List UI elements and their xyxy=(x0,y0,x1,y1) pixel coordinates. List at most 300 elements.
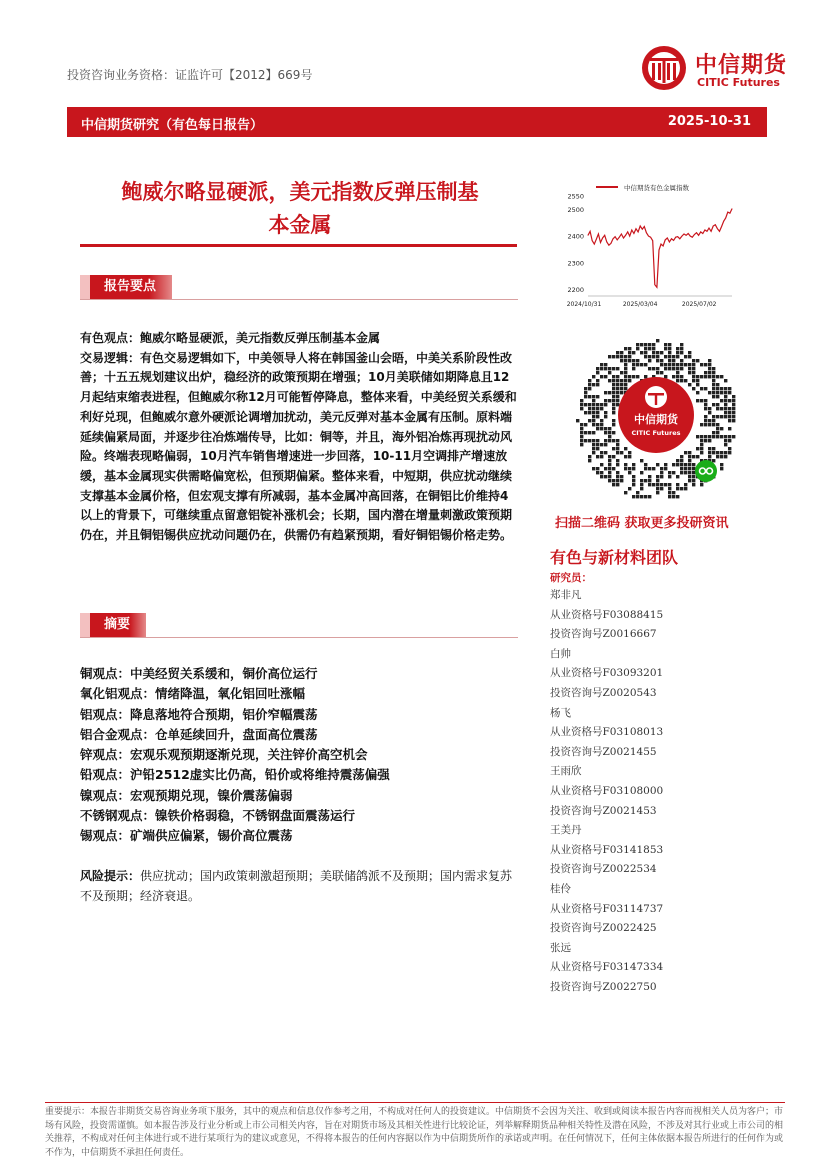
qr-module xyxy=(612,379,615,382)
qr-module xyxy=(604,363,607,366)
qr-module xyxy=(616,447,619,450)
qr-module xyxy=(588,455,591,458)
qr-module xyxy=(716,395,719,398)
qr-module xyxy=(620,379,623,382)
qr-module xyxy=(700,387,703,390)
qr-module xyxy=(704,423,707,426)
qr-module xyxy=(668,367,671,370)
qr-module xyxy=(616,351,619,354)
summary-item: 锌观点：宏观乐观预期逐渐兑现，关注锌价高空机会 xyxy=(80,747,368,763)
qr-module xyxy=(708,359,711,362)
qr-module xyxy=(676,355,679,358)
qr-module xyxy=(692,455,695,458)
qr-module xyxy=(704,403,707,406)
qr-module xyxy=(612,399,615,402)
data-point xyxy=(659,250,660,251)
qr-module xyxy=(680,463,683,466)
qr-module xyxy=(612,383,615,386)
data-point xyxy=(642,229,643,230)
qr-module xyxy=(656,491,659,494)
qr-module xyxy=(724,451,727,454)
qr-module xyxy=(608,435,611,438)
summary-item: 镍观点：宏观预期兑现，镍价震荡偏弱 xyxy=(80,787,293,803)
qr-module xyxy=(652,343,655,346)
data-point xyxy=(590,231,591,232)
qr-module xyxy=(584,439,587,442)
data-point xyxy=(636,228,637,229)
qr-module xyxy=(688,459,691,462)
qr-module xyxy=(700,399,703,402)
qr-module xyxy=(608,355,611,358)
qr-module xyxy=(632,483,635,486)
qr-module xyxy=(580,431,583,434)
qr-module xyxy=(708,371,711,374)
qr-code[interactable] xyxy=(572,335,740,503)
qr-module xyxy=(588,459,591,462)
qr-module xyxy=(624,491,627,494)
qr-module xyxy=(600,375,603,378)
series-line xyxy=(588,209,732,288)
qr-module xyxy=(648,355,651,358)
qr-module xyxy=(668,351,671,354)
qr-module xyxy=(712,451,715,454)
qr-center-en: CITIC Futures xyxy=(631,429,681,437)
qr-module xyxy=(680,351,683,354)
analyst-line: 投资咨询号Z0022425 xyxy=(550,922,657,935)
qr-module xyxy=(720,391,723,394)
qr-module xyxy=(692,359,695,362)
qr-module xyxy=(636,375,639,378)
data-point xyxy=(619,237,620,238)
qr-module xyxy=(596,423,599,426)
qr-module xyxy=(628,455,631,458)
qr-module xyxy=(668,491,671,494)
qr-module xyxy=(608,463,611,466)
qr-module xyxy=(688,355,691,358)
data-point xyxy=(682,236,683,237)
qr-module xyxy=(640,343,643,346)
analyst-line: 王美丹 xyxy=(550,824,582,837)
qr-module xyxy=(596,411,599,414)
qr-module xyxy=(600,471,603,474)
qr-module xyxy=(656,351,659,354)
qr-module xyxy=(688,451,691,454)
qr-module xyxy=(656,479,659,482)
qr-module xyxy=(728,399,731,402)
analyst-line: 从业资格号F03108013 xyxy=(550,726,664,739)
qr-module xyxy=(660,467,663,470)
qr-module xyxy=(612,455,615,458)
qr-module xyxy=(696,375,699,378)
qr-module xyxy=(696,383,699,386)
qr-module xyxy=(656,483,659,486)
qr-module xyxy=(632,351,635,354)
qr-module xyxy=(708,451,711,454)
qr-module xyxy=(592,443,595,446)
data-point xyxy=(621,234,622,235)
qr-module xyxy=(612,479,615,482)
data-point xyxy=(644,226,645,227)
qr-module xyxy=(708,375,711,378)
qr-module xyxy=(588,439,591,442)
qr-caption: 扫描二维码 获取更多投研资讯 xyxy=(555,516,729,531)
qr-module xyxy=(688,475,691,478)
qr-module xyxy=(612,411,615,414)
qr-module xyxy=(652,355,655,358)
qr-module xyxy=(600,407,603,410)
qr-module xyxy=(640,351,643,354)
qr-module xyxy=(596,395,599,398)
qr-module xyxy=(660,351,663,354)
qr-module xyxy=(712,403,715,406)
data-point xyxy=(631,230,632,231)
qr-module xyxy=(660,371,663,374)
qr-module xyxy=(708,407,711,410)
qr-module xyxy=(604,443,607,446)
qr-module xyxy=(608,439,611,442)
qr-module xyxy=(664,347,667,350)
qr-module xyxy=(596,371,599,374)
qr-module xyxy=(612,355,615,358)
title-line-1: 鲍威尔略显硬派，美元指数反弹压制基 xyxy=(121,180,479,204)
qr-module xyxy=(608,379,611,382)
qr-module xyxy=(676,367,679,370)
section-underline xyxy=(80,637,518,638)
qr-module xyxy=(632,475,635,478)
qr-module xyxy=(684,451,687,454)
qr-module xyxy=(600,475,603,478)
qr-module xyxy=(716,423,719,426)
qr-module xyxy=(628,359,631,362)
qr-module xyxy=(676,483,679,486)
qr-module xyxy=(684,463,687,466)
qr-module xyxy=(724,411,727,414)
qr-module xyxy=(596,455,599,458)
qr-module xyxy=(624,363,627,366)
report-series-name: 中信期货研究（有色每日报告） xyxy=(81,118,264,133)
qr-module xyxy=(616,471,619,474)
qr-module xyxy=(596,415,599,418)
qr-module xyxy=(648,467,651,470)
analyst-line: 从业资格号F03093201 xyxy=(550,667,664,680)
qr-module xyxy=(588,411,591,414)
qr-module xyxy=(692,467,695,470)
qr-module xyxy=(600,443,603,446)
qr-module xyxy=(604,375,607,378)
qr-module xyxy=(616,391,619,394)
qr-module xyxy=(704,371,707,374)
summary-header xyxy=(80,613,518,637)
qr-module xyxy=(616,479,619,482)
qr-module xyxy=(724,415,727,418)
qr-module xyxy=(648,479,651,482)
qr-module xyxy=(584,411,587,414)
qr-module xyxy=(584,391,587,394)
qr-module xyxy=(604,467,607,470)
qr-module xyxy=(600,419,603,422)
qr-module xyxy=(644,355,647,358)
qr-module xyxy=(672,355,675,358)
qr-module xyxy=(668,347,671,350)
qr-module xyxy=(580,443,583,446)
qr-module xyxy=(696,435,699,438)
qr-module xyxy=(604,427,607,430)
qr-module xyxy=(680,459,683,462)
qr-module xyxy=(728,451,731,454)
data-point xyxy=(698,235,699,236)
qr-module xyxy=(664,375,667,378)
qr-module xyxy=(648,367,651,370)
qr-module xyxy=(660,359,663,362)
data-point xyxy=(727,212,728,213)
qr-module xyxy=(624,359,627,362)
qr-module xyxy=(656,339,659,342)
qr-module xyxy=(628,375,631,378)
qr-module xyxy=(616,383,619,386)
data-point xyxy=(721,226,722,227)
data-point xyxy=(600,242,601,243)
qr-module xyxy=(628,467,631,470)
qr-module xyxy=(732,435,735,438)
qr-module xyxy=(604,367,607,370)
qr-module xyxy=(580,439,583,442)
qr-module xyxy=(612,431,615,434)
qr-module xyxy=(592,399,595,402)
qr-module xyxy=(624,367,627,370)
qr-module xyxy=(596,383,599,386)
qr-module xyxy=(584,403,587,406)
qr-module xyxy=(624,379,627,382)
qr-module xyxy=(620,371,623,374)
qr-center-cn: 中信期货 xyxy=(634,413,678,426)
qr-module xyxy=(668,471,671,474)
qr-module xyxy=(692,463,695,466)
qr-module xyxy=(680,367,683,370)
y-tick-label: 2550 xyxy=(567,192,584,201)
qr-module xyxy=(600,363,603,366)
qr-module xyxy=(592,411,595,414)
qr-module xyxy=(720,387,723,390)
qr-module xyxy=(640,471,643,474)
qr-module xyxy=(644,363,647,366)
data-point xyxy=(679,238,680,239)
qr-module xyxy=(728,439,731,442)
qr-module xyxy=(596,403,599,406)
analyst-line: 王雨欣 xyxy=(550,765,582,778)
qr-module xyxy=(692,471,695,474)
qr-module xyxy=(720,407,723,410)
qr-module xyxy=(616,463,619,466)
qr-module xyxy=(668,359,671,362)
analyst-line: 杨飞 xyxy=(550,706,571,719)
y-tick-label: 2200 xyxy=(567,286,584,294)
qr-module xyxy=(628,351,631,354)
qr-module xyxy=(724,443,727,446)
analyst-line: 桂伶 xyxy=(550,882,571,895)
x-tick-label: 2025/07/02 xyxy=(681,301,717,308)
qr-module xyxy=(588,387,591,390)
qr-module xyxy=(676,363,679,366)
data-point xyxy=(713,226,714,227)
qr-module xyxy=(672,491,675,494)
qr-module xyxy=(708,411,711,414)
qr-module xyxy=(692,387,695,390)
x-tick-label: 2024/10/31 xyxy=(566,301,602,308)
qr-module xyxy=(708,435,711,438)
qr-module xyxy=(644,479,647,482)
qr-module xyxy=(580,403,583,406)
qr-module xyxy=(712,415,715,418)
qr-module xyxy=(612,407,615,410)
qr-module xyxy=(668,483,671,486)
qr-module xyxy=(608,459,611,462)
qr-module xyxy=(720,435,723,438)
data-point xyxy=(627,231,628,232)
data-point xyxy=(648,236,649,237)
risk-text: 供应扰动；国内政策刺激超预期；美联储鸽派不及预期；国内需求复苏不及预期；经济衰退。 xyxy=(80,869,513,903)
qr-module xyxy=(712,419,715,422)
qr-module xyxy=(584,395,587,398)
qr-module xyxy=(632,375,635,378)
y-tick-label: 2500 xyxy=(567,206,584,214)
qr-module xyxy=(616,395,619,398)
qr-module xyxy=(676,495,679,498)
data-point xyxy=(588,235,589,236)
qr-module xyxy=(732,403,735,406)
qr-module xyxy=(716,391,719,394)
analyst-line: 郑非凡 xyxy=(550,589,582,601)
qr-module xyxy=(676,463,679,466)
qr-module xyxy=(632,363,635,366)
qr-module xyxy=(592,415,595,418)
logo-english-name: CITIC Futures xyxy=(697,76,780,89)
data-point xyxy=(704,230,705,231)
data-point xyxy=(663,246,664,247)
qr-module xyxy=(652,351,655,354)
qr-module xyxy=(720,451,723,454)
qr-module xyxy=(592,407,595,410)
qr-module xyxy=(668,487,671,490)
data-point xyxy=(665,239,666,240)
qr-module xyxy=(688,367,691,370)
analyst-line: 从业资格号F03114737 xyxy=(550,902,664,915)
summary-item: 铝观点：降息落地符合预期，铝价窄幅震荡 xyxy=(80,706,318,722)
qr-module xyxy=(720,455,723,458)
qr-module xyxy=(644,351,647,354)
qr-module xyxy=(696,399,699,402)
qr-module xyxy=(620,355,623,358)
qr-module xyxy=(732,415,735,418)
qr-module xyxy=(688,383,691,386)
qr-module xyxy=(680,455,683,458)
qr-module xyxy=(696,391,699,394)
qr-module xyxy=(656,367,659,370)
qr-module xyxy=(676,371,679,374)
qr-module xyxy=(688,371,691,374)
team-name: 有色与新材料团队 xyxy=(550,548,679,567)
qr-module xyxy=(648,475,651,478)
qr-module xyxy=(612,419,615,422)
qr-module xyxy=(636,359,639,362)
summary-item: 不锈钢观点：镍铁价格弱稳，不锈钢盘面震荡运行 xyxy=(80,808,356,824)
qr-module xyxy=(708,419,711,422)
data-point xyxy=(690,236,691,237)
qr-module xyxy=(716,415,719,418)
qr-module xyxy=(620,387,623,390)
qr-module xyxy=(624,383,627,386)
qr-module xyxy=(700,483,703,486)
qr-module xyxy=(684,355,687,358)
qr-module xyxy=(664,363,667,366)
title-line-2: 本金属 xyxy=(268,213,332,237)
qr-module xyxy=(640,495,643,498)
qr-module xyxy=(616,475,619,478)
qr-module xyxy=(628,347,631,350)
data-point xyxy=(684,234,685,235)
data-point xyxy=(667,238,668,239)
data-point xyxy=(629,236,630,237)
qr-module xyxy=(700,439,703,442)
data-point xyxy=(654,284,655,285)
qr-module xyxy=(580,399,583,402)
qr-module xyxy=(588,403,591,406)
qr-module xyxy=(680,487,683,490)
qr-module xyxy=(700,443,703,446)
qr-module xyxy=(632,479,635,482)
qr-module xyxy=(712,371,715,374)
qr-module xyxy=(716,435,719,438)
qr-module xyxy=(668,495,671,498)
disclaimer-text: 重要提示：本报告非期货交易咨询业务项下服务，其中的观点和信息仅作参考之用，不构成对任何人的投资建议。中信期货不会因为关注、收到或阅读本报告内容而视相关人员为客户；市场有风险，投资需谨慎。如本报告涉及行业分析或上市公司相关内容，旨在对期货市场及其相关性进行比较论证，列举解释期货品种相关特性及潜在风险，不涉及对其行业或上市公司的相关推荐，不构成对任何主体进行或不进行某项行为的建议或意见，不得将本报告的任何内容据以作为中信期货所作的承诺或声明。在任何情况下，任何主体依据本报告所进行的任何作为或不作为，中信期货不承担任何责任。 xyxy=(45,1107,784,1158)
qr-module xyxy=(648,495,651,498)
analyst-line: 从业资格号F03147334 xyxy=(550,961,664,974)
data-point xyxy=(669,242,670,243)
disclaimer-divider xyxy=(45,1102,785,1103)
qr-module xyxy=(636,491,639,494)
data-point xyxy=(688,233,689,234)
data-point xyxy=(617,239,618,240)
qr-module xyxy=(692,379,695,382)
qr-module xyxy=(680,359,683,362)
qr-module xyxy=(672,359,675,362)
qr-module xyxy=(720,415,723,418)
qr-module xyxy=(608,471,611,474)
qr-module xyxy=(632,463,635,466)
qr-module xyxy=(720,375,723,378)
qr-module xyxy=(656,359,659,362)
qr-module xyxy=(688,479,691,482)
qr-module xyxy=(720,427,723,430)
analyst-line: 投资咨询号Z0022750 xyxy=(550,980,657,993)
data-point xyxy=(723,221,724,222)
qr-module xyxy=(720,467,723,470)
qr-module xyxy=(600,451,603,454)
qr-module xyxy=(696,447,699,450)
qr-module xyxy=(608,479,611,482)
qr-module xyxy=(616,399,619,402)
y-tick-label: 2300 xyxy=(567,259,584,268)
qr-module xyxy=(604,415,607,418)
qr-module xyxy=(588,383,591,386)
qr-module xyxy=(608,455,611,458)
qr-module xyxy=(696,359,699,362)
qr-module xyxy=(620,391,623,394)
data-point xyxy=(671,238,672,239)
data-point xyxy=(700,231,701,232)
qr-module xyxy=(664,463,667,466)
qr-module xyxy=(612,423,615,426)
data-point xyxy=(715,224,716,225)
